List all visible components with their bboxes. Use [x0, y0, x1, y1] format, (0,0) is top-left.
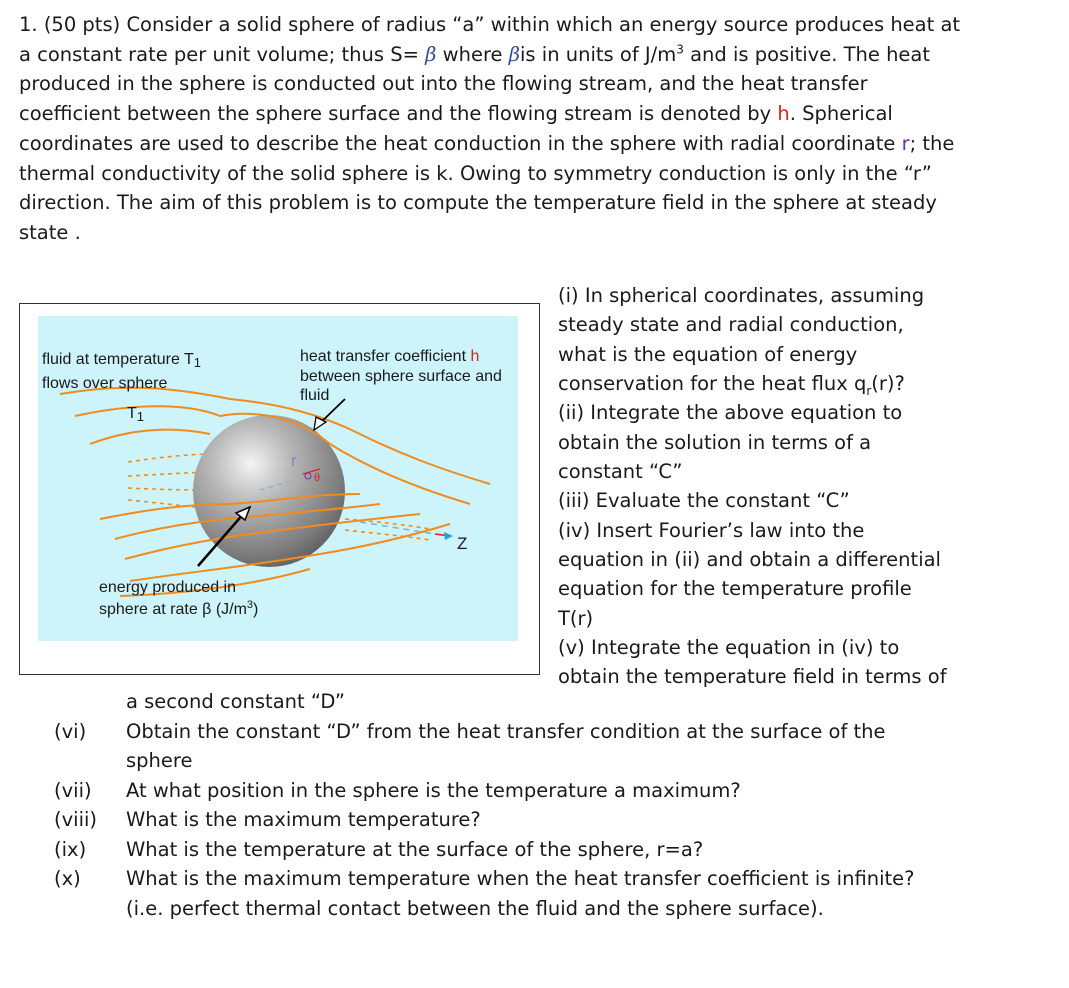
- beta-symbol: β: [508, 42, 521, 66]
- question-line: (v) Integrate the equation in (iv) to: [558, 636, 900, 660]
- question-line: T(r): [558, 606, 594, 630]
- item-text: What is the temperature at the surface of the sphere, r=a?: [126, 837, 704, 861]
- list-item: [0, 808, 1069, 838]
- item-number: (ix): [54, 837, 87, 861]
- theta-label: θ: [314, 472, 321, 484]
- statement-line-7: direction. The aim of this problem is to compute the temperature field in the sphere at steady: [19, 191, 937, 215]
- question-line: what is the equation of energy: [558, 342, 858, 366]
- statement-line-6: thermal conductivity of the solid sphere is k. Owing to symmetry conduction is only in the “r”: [19, 161, 932, 185]
- questions-right-column: [558, 281, 1058, 692]
- energy-label-line-2: sphere at rate β $(J/m^3)$: [99, 599, 259, 618]
- list-item: [0, 749, 1069, 779]
- statement-line-2: a constant rate per unit volume; thus S= β where βis in units of $J/m^3$ and is positive. The heat: [19, 42, 931, 66]
- question-line: (iv) Insert Fourier’s law into the: [558, 518, 865, 542]
- t1-label: T1: [127, 405, 145, 424]
- sphere-figure: [19, 303, 540, 675]
- question-line: (iii) Evaluate the constant “C”: [558, 489, 850, 513]
- beta-symbol: β: [425, 42, 437, 66]
- h-symbol: h: [777, 102, 790, 126]
- energy-label: energy produced in: [99, 579, 236, 596]
- question-line: constant “C”: [558, 460, 683, 484]
- item-text: (i.e. perfect thermal contact between the fluid and the sphere surface).: [126, 896, 824, 920]
- question-line: equation for the temperature profile: [558, 577, 912, 601]
- item-text: What is the maximum temperature when the heat transfer coefficient is infinite?: [126, 867, 915, 890]
- list-item: [0, 779, 1069, 809]
- r-coordinate-label: r: [291, 451, 297, 470]
- statement-line-3: produced in the sphere is conducted out into the flowing stream, and the heat transfer: [19, 72, 868, 96]
- question-line: obtain the temperature field in terms of: [558, 665, 947, 689]
- item-number: (vii): [54, 778, 92, 802]
- question-line: steady state and radial conduction,: [558, 313, 904, 337]
- list-item: [0, 838, 1069, 868]
- list-item: [0, 720, 1069, 750]
- question-line: equation in (ii) and obtain a differential: [558, 548, 941, 572]
- statement-line-4: coefficient between the sphere surface and the flowing stream is denoted by h. Spherical: [19, 102, 893, 126]
- list-item: [0, 867, 1069, 897]
- item-text: What is the maximum temperature?: [126, 808, 481, 831]
- fluid-label-line-2: flows over sphere: [42, 375, 168, 392]
- statement-line-8: state .: [19, 220, 81, 244]
- htc-label: heat transfer coefficient h: [300, 348, 480, 365]
- continuation-text: a second constant “D”: [126, 690, 345, 713]
- question-line: conservation for the heat flux $q_r(r)$?: [558, 372, 905, 398]
- statement-line-5: coordinates are used to describe the heat conduction in the sphere with radial coordinate r; the: [19, 131, 955, 155]
- sphere-diagram: [20, 304, 541, 676]
- question-line: (i) In spherical coordinates, assuming: [558, 284, 925, 307]
- fluid-label: fluid at temperature T1: [42, 351, 202, 370]
- list-item: [0, 690, 1069, 720]
- item-text: sphere: [126, 749, 193, 772]
- htc-label-line-2: between sphere surface and: [300, 368, 502, 385]
- item-text: Obtain the constant “D” from the heat transfer condition at the surface of the: [126, 719, 886, 743]
- item-number: (viii): [54, 808, 98, 831]
- question-line: obtain the solution in terms of a: [558, 430, 872, 454]
- item-text: At what position in the sphere is the temperature a maximum?: [126, 778, 741, 802]
- problem-statement: [19, 10, 1059, 248]
- r-symbol: r: [901, 131, 910, 155]
- htc-label-line-3: fluid: [300, 387, 330, 404]
- statement-line-1: 1. (50 pts) Consider a solid sphere of radius “a” within which an energy source produces heat at: [19, 13, 961, 36]
- question-line: (ii) Integrate the above equation to: [558, 401, 903, 425]
- z-axis-label: Z: [457, 534, 468, 553]
- list-item: [0, 897, 1069, 927]
- item-number: (x): [54, 867, 81, 890]
- item-number: (vi): [54, 719, 87, 743]
